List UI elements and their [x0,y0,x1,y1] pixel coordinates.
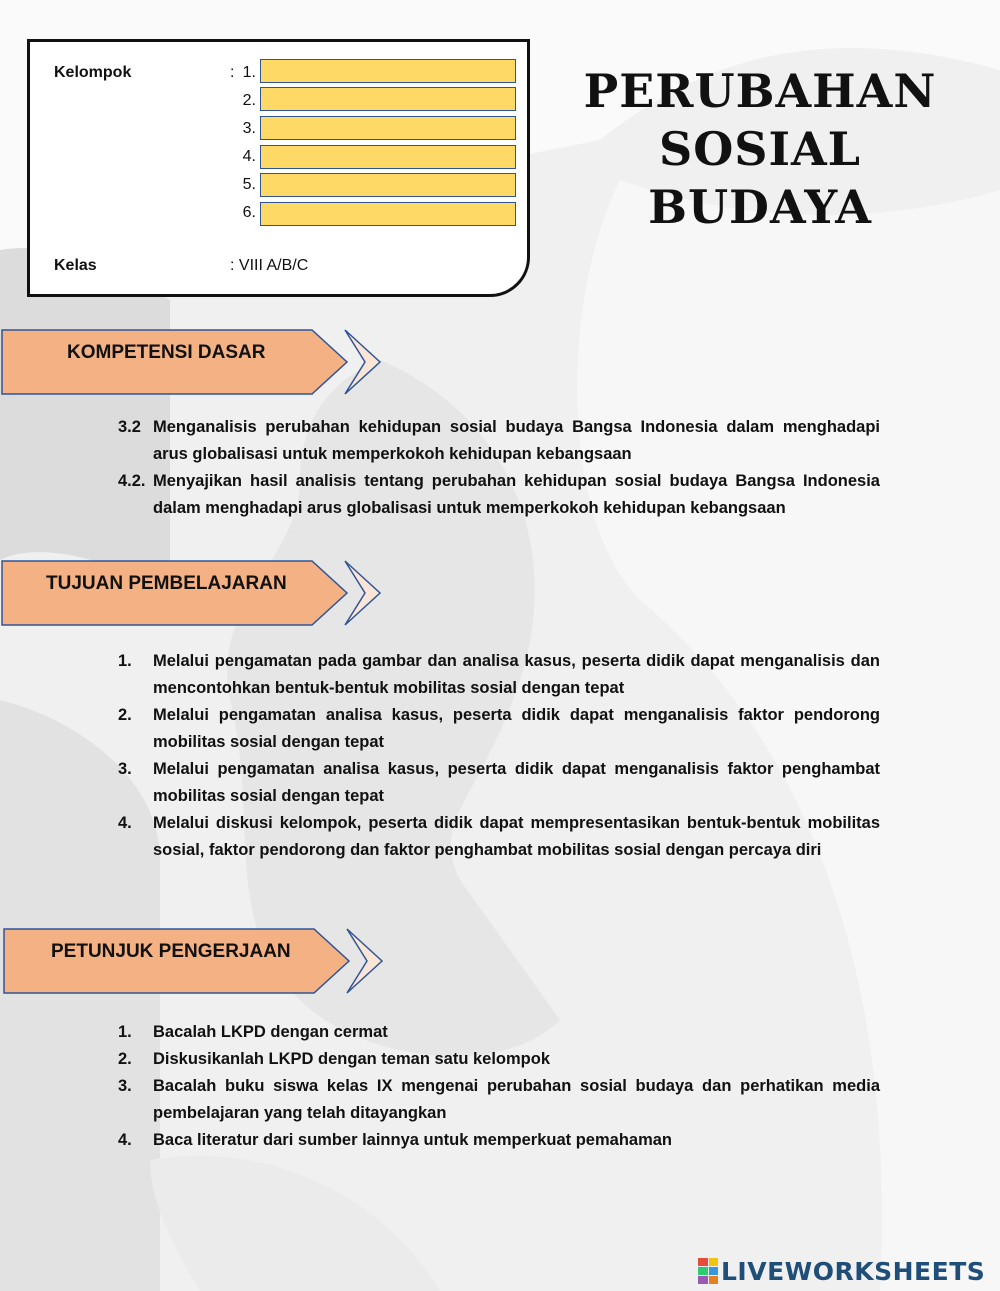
item-text: Menganalisis perubahan kehidupan sosial budaya Bangsa Indonesia dalam menghadapi arus globalisasi untuk memperkokoh kehidupan kebangsaan [153,418,880,463]
group-member-1-input[interactable] [260,59,516,83]
identity-box [27,39,530,297]
item-number: 1. [118,652,132,670]
item-text: Baca literatur dari sumber lainnya untuk memperkuat pemahaman [153,1131,673,1149]
group-number-5: 5. [242,176,256,193]
kompetensi-dasar-list [118,414,880,522]
group-number-3: 3. [242,120,256,137]
item-number: 4. [118,1131,132,1149]
group-colon: : [230,64,235,81]
list-item [118,756,880,810]
group-label: Kelompok [54,64,132,81]
list-item [118,1019,880,1046]
section-header-kompetensi-dasar [0,328,400,398]
class-label: Kelas [54,257,97,274]
item-number: 2. [118,706,132,724]
tujuan-pembelajaran-list [118,648,880,864]
liveworksheets-logo[interactable] [698,1254,985,1288]
item-number: 3. [118,1077,132,1095]
item-number: 3. [118,760,132,778]
section-header-petunjuk-pengerjaan [0,927,400,997]
section-heading: PETUNJUK PENGERJAAN [51,941,291,962]
item-text: Melalui diskusi kelompok, peserta didik dapat mempresentasikan bentuk-bentuk mobilitas sosial, faktor pendorong dan faktor penghambat mobilitas sosial dengan percaya diri [153,814,880,859]
item-number: 4.2. [118,472,146,490]
item-text: Melalui pengamatan analisa kasus, peserta didik dapat menganalisis faktor penghambat mobilitas sosial dengan tepat [153,760,880,805]
section-header-tujuan-pembelajaran [0,559,400,629]
title-line-2: SOSIAL BUDAYA [648,122,872,234]
group-member-5-input[interactable] [260,173,516,197]
list-item [118,810,880,864]
liveworksheets-logo-icon [698,1258,718,1284]
list-item [118,414,880,468]
list-item [118,1046,880,1073]
item-number: 4. [118,814,132,832]
list-item [118,648,880,702]
title-line-1: PERUBAHAN [583,64,937,118]
group-number-1: 1. [242,64,256,81]
group-member-4-input[interactable] [260,145,516,169]
item-text: Bacalah LKPD dengan cermat [153,1023,388,1041]
section-heading: TUJUAN PEMBELAJARAN [46,573,287,594]
item-number: 1. [118,1023,132,1041]
group-number-4: 4. [242,148,256,165]
item-number: 2. [118,1050,132,1068]
group-member-2-input[interactable] [260,87,516,111]
item-text: Melalui pengamatan pada gambar dan analisa kasus, peserta didik dapat menganalisis dan mencontohkan bentuk-bentuk mobilitas sosial dengan tepat [153,652,880,697]
list-item [118,1073,880,1127]
list-item [118,702,880,756]
group-member-3-input[interactable] [260,116,516,140]
page-title [540,62,980,236]
group-number-6: 6. [242,204,256,221]
class-value: : VIII A/B/C [230,257,309,274]
petunjuk-pengerjaan-list [118,1019,880,1154]
item-text: Melalui pengamatan analisa kasus, peserta didik dapat menganalisis faktor pendorong mobilitas sosial dengan tepat [153,706,880,751]
section-heading: KOMPETENSI DASAR [67,342,266,363]
list-item [118,468,880,522]
list-item [118,1127,880,1154]
item-text: Diskusikanlah LKPD dengan teman satu kelompok [153,1050,551,1068]
item-text: Menyajikan hasil analisis tentang perubahan kehidupan sosial budaya Bangsa Indonesia dalam menghadapi arus globalisasi untuk memperkokoh kehidupan kebangsaan [153,472,880,517]
item-number: 3.2 [118,418,141,436]
item-text: Bacalah buku siswa kelas IX mengenai perubahan sosial budaya dan perhatikan media pembelajaran yang telah ditayangkan [153,1077,880,1122]
brand-name: LIVEWORKSHEETS [721,1256,986,1286]
group-member-6-input[interactable] [260,202,516,226]
group-number-2: 2. [242,92,256,109]
